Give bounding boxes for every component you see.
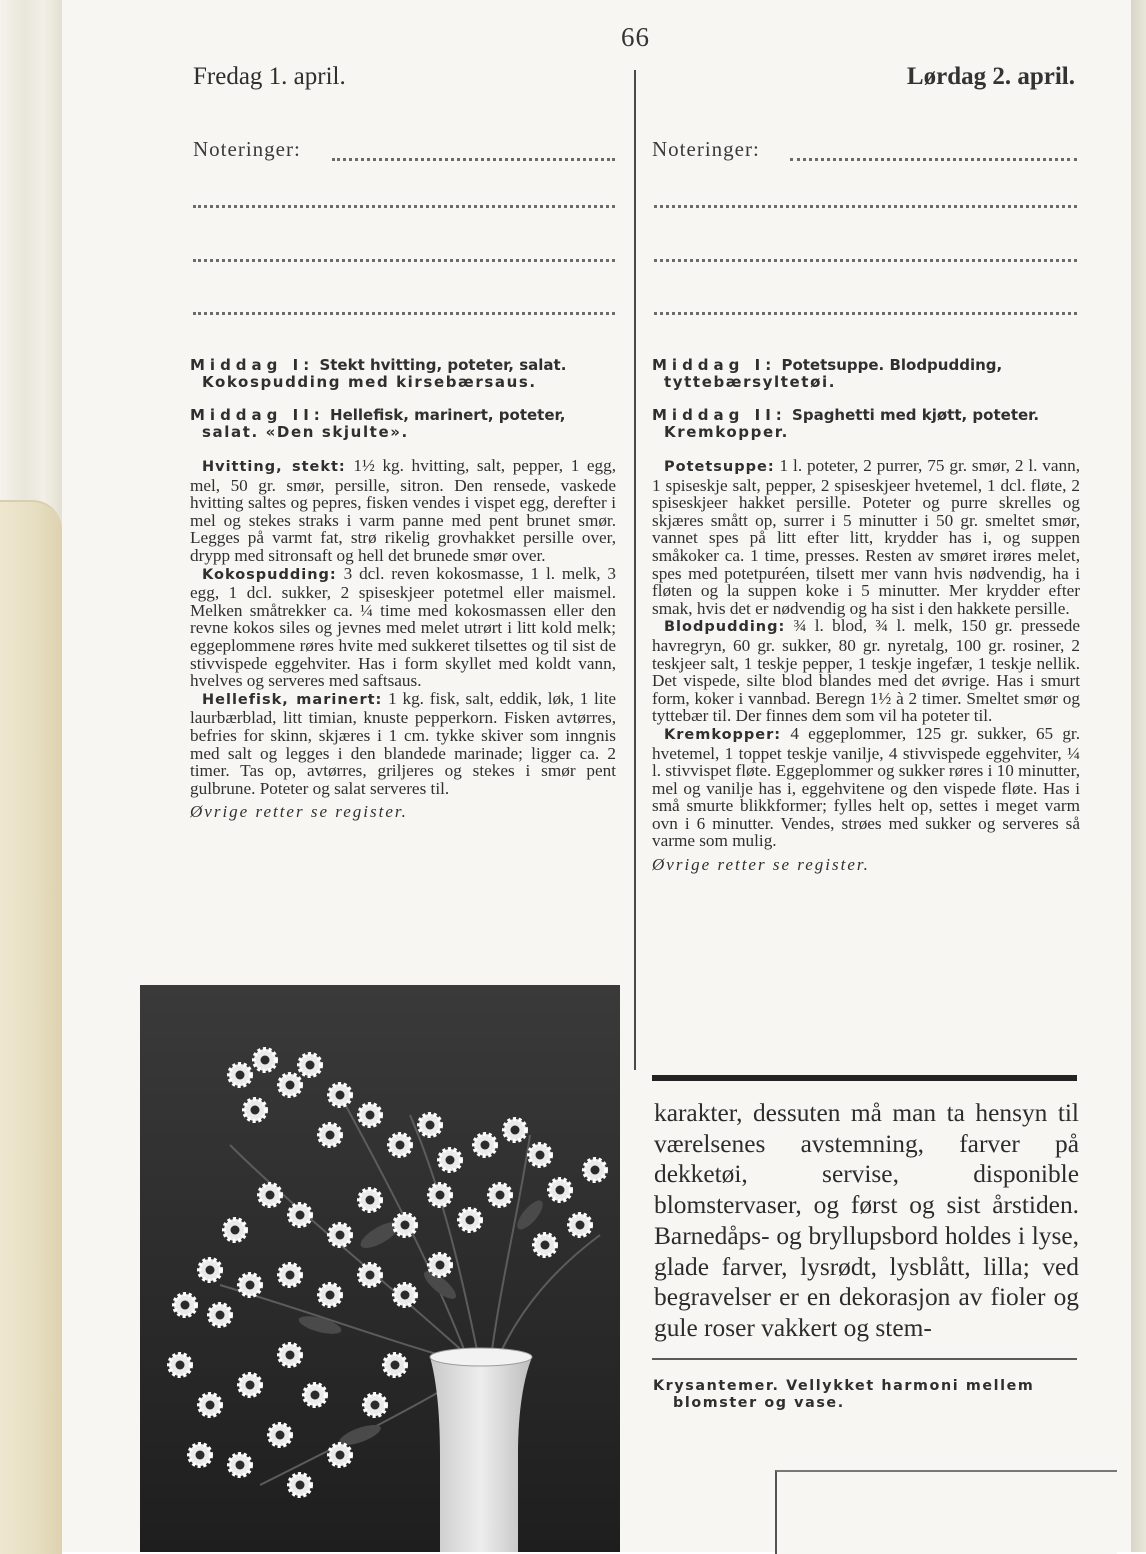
recipe-name: Blodpudding: [664,619,786,636]
recipe-text: ¾ l. blod, ¾ l. melk, 150 gr. pressede havregryn, 60 gr. sukker, 80 gr. nyretalg, 100 gr. rosiner, 2 teskjeer salt, 1 teskje pepper, 1 teskje ingefær, 1 teskje nellik. Det vispede, silte blod blandes med det øvrige. Has i smurt form, koker i vannbad. Beregn 1½ à 2 timer. Smeltet smør og tyttebær til. Der finnes dem som vil ha poteter til. [652,616,1080,726]
recipe-name: Hellefisk, marinert: [202,691,383,708]
right-column [652,357,1080,874]
flower-vase-photo [140,985,620,1552]
recipe-text: 1 kg. fisk, salt, eddik, løk, 1 lite laurbærblad, litt timian, knuste pepperkorn. Fisken avtørres, befries for skinn, skjæres i 1 cm. tykke skiver som inngnis med salt og legges i den blandede marinade; ligger ca. 2 timer. Tas op, avtørres, griljeres og stekes i smør pent gulbrune. Poteter og salat serveres til. [190,688,617,798]
right-notes-line [790,158,1077,161]
menu-line: Kremkopper. [664,423,789,441]
recipe-name: Kremkopper: [664,726,782,743]
left-notes-line [193,205,615,208]
left-notes-label: Noteringer: [193,137,301,161]
menu-label: Middag I: [652,356,777,374]
menu-item [652,357,1080,391]
recipe [190,565,616,690]
recipe-text: 1 l. poteter, 2 purrer, 75 gr. smør, 2 l. vann, 1 spiseskje salt, pepper, 2 spiseskjeer hvetemel, 1 dcl. fløte, 2 spiseskjeer hakket persille. Poteter og purre skrelles og skjæres smått op, surrer i 5 minutter i 50 gr. smeltet smør, vannet spes på litt efter litt, krydder has i, og suppen småkoker ca. 1 time, presses. Resten av smøret irøres melet, spes med potetpuréen, tilsett mer vann hvis nødvendig, ha i fløten og la suppen koke i 5 minutter. Mer krydder efter smak, hvis det er nødvendig og ha sist i den hakkete persille. [652,456,1080,618]
menu-item [190,407,616,441]
recipe [652,725,1080,850]
page-edge [1131,0,1146,1552]
page-number: 66 [621,22,650,52]
right-date-heading: Lørdag 2. april. [906,63,1075,90]
caption-line: Krysantemer. Vellykket harmoni mellem [653,1378,1035,1394]
right-notes-label: Noteringer: [652,137,760,161]
recipe-name: Kokospudding: [202,566,337,583]
left-date-heading: Fredag 1. april. [193,63,346,90]
menu-line: Stekt hvitting, poteter, salat. [319,356,567,374]
menu-label: Middag I: [190,356,315,374]
menu-item [190,357,616,391]
section-rule [652,1075,1077,1081]
right-notes-line [654,259,1077,262]
left-notes-line [193,259,615,262]
essay-text: karakter, dessuten må man ta hensyn til værelsenes avstemning, farver på dekketøi, servise, disponible blomstervaser, og først og sist årstiden. Barnedåps- og bryllupsbord holdes i lyse, glade farver, lysrødt, lysblått, lilla; ved begravelser er en dekorasjon av fioler og gule roser vakkert og stem- [654,1099,1079,1342]
recipe-text: 3 dcl. reven kokosmasse, 1 l. melk, 3 egg, 1 dcl. sukker, 2 spiseskjeer potetmel eller maismel. Melken småtrekker ca. ¼ time med kokosmassen eller den revne kokos siles og jevnes med melet utrørt i litt kold melk; eggeplommene røres hvite med sukkeret tilsettes og til sist de stivvispede eggehviter. Has i form skyllet med koldt vann, hvelves og serveres med saftsaus. [190,563,616,691]
menu-line: salat. «Den skjulte». [202,423,409,441]
menu-label: Middag II: [652,406,787,424]
caption-rule [652,1358,1077,1360]
see-register-note: Øvrige retter se register. [190,802,408,822]
book-binding [0,0,63,1552]
recipe [652,617,1080,725]
menu-line: tyttebærsyltetøi. [664,373,837,391]
caption-line: blomster og vase. [673,1395,845,1411]
blank-box [775,1470,1117,1554]
left-notes-line [332,158,615,161]
recipe-text: 4 eggeplommer, 125 gr. sukker, 65 gr. hvetemel, 1 toppet teskje vanilje, 4 stivvispede eggehviter, ¼ l. stivvispet fløte. Eggeplommer og sukker røres i 10 minutter, mel og vanilje has i, eggehvitene og den vispede fløte. Has i små smurte blikkformer; fylles helt op, settes i meget varm ovn i 6 minutter. Vendes, strøes med sukker og serveres så varme som mulig. [652,723,1081,851]
left-column [190,357,616,821]
recipe [190,690,616,798]
photo-caption [653,1378,1078,1412]
recipe [652,457,1080,617]
right-notes-line [654,312,1077,315]
menu-line: Spaghetti med kjøtt, poteter. [792,406,1040,424]
column-divider [634,70,636,1070]
menu-line: Hellefisk, marinert, poteter, [330,406,566,424]
left-notes-line [193,312,615,315]
recipe-text: 1½ kg. hvitting, salt, pepper, 1 egg, mel, 50 gr. smør, persille, sitron. Den rensede, vaskede hvitting saltes og pepres, fisken vendes i vispet egg, derefter i mel og stekes straks i varm panne med pent brunet smør. Legges på varmt fat, strø rikelig grovhakket persille over, drypp med sitronsaft og hell det brunede smør over. [190,456,617,565]
menu-line: Potetsuppe. Blodpudding, [781,356,1003,374]
see-register-note: Øvrige retter se register. [652,855,870,875]
menu-line: Kokospudding med kirsebærsaus. [202,373,537,391]
right-notes-line [654,205,1077,208]
menu-item [652,407,1080,441]
recipe [190,457,616,565]
flower-vase-illustration [140,985,620,1552]
menu-label: Middag II: [190,406,325,424]
recipe-name: Hvitting, stekt: [202,459,346,475]
recipe-name: Potetsuppe: [664,459,775,475]
